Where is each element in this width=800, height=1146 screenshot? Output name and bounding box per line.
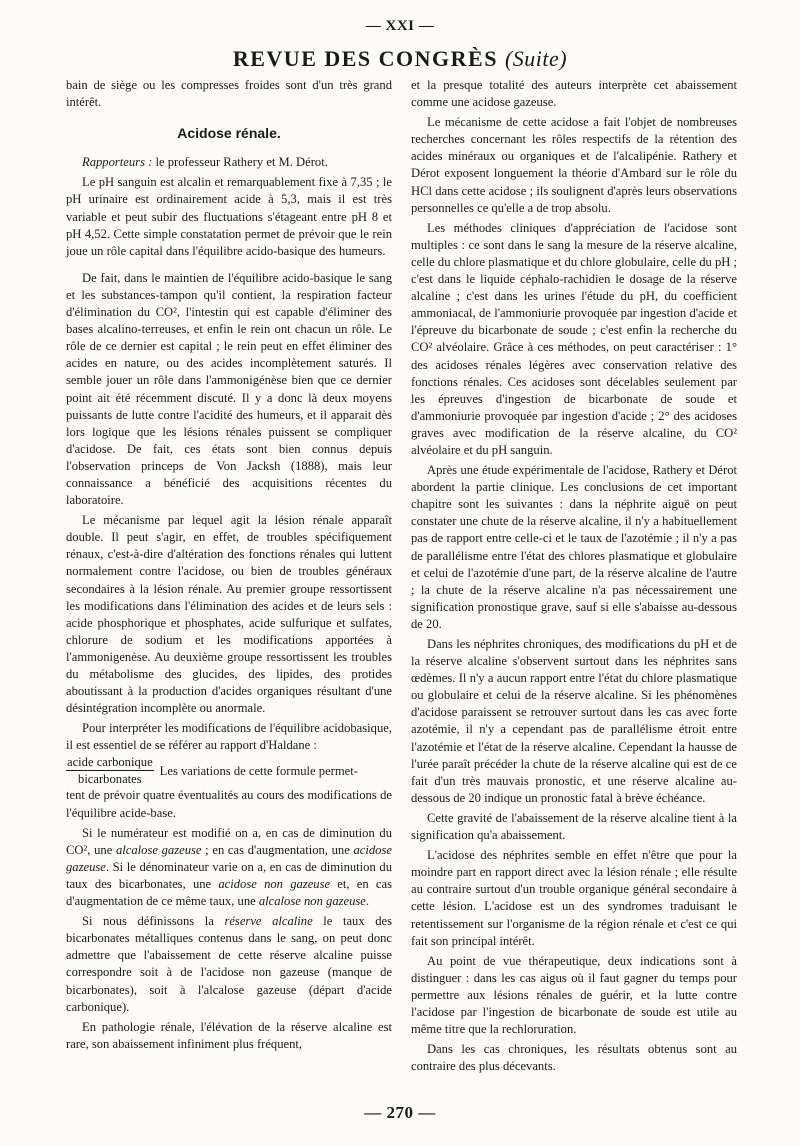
paragraph: Les méthodes cliniques d'appréciation de l'acidose sont multiples : ce sont dans le sang la mesure de la réserve alcaline, celle du chlore plasmatique et du chlore globulaire, celle du pH ; c'est dans le liquide céphalo-rachidien le dosage de la réserve alcaline ; c'est dans les urines l'étude du pH, du coefficient ammoniacal, de l'ammoniurie provoquée par ingestion d'acide et l'épreuve du bicarbonate de soude ; c'est enfin la recherche du CO² alvéolaire. Grâce à ces méthodes, on peut caractériser : 1° des acidoses rénales légères avec conservation relative des fonctions rénales. Ces acidoses sont décelables seulement par les épreuves d'ingestion de bicarbonate de soude et d'ammoniurie provoquée par ingestion d'acide ; 2° des acidoses graves avec modification de la réserve alcaline, du CO² alvéolaire et du pH sanguin. — [411, 220, 737, 457]
fraction-denominator: bicarbonates — [78, 772, 142, 787]
page-number: — 270 — — [364, 1103, 436, 1122]
paragraph: De fait, dans le maintien de l'équilibre acido-basique le sang et les substances-tampon qu'il contient, la respiration facteur d'élimination du CO², l'intestin qui est capable d'éliminer des bases alcalino-terreuses, et enfin le rein ont chacun un rôle. Le rôle de ce dernier est capital ; le rein peut en effet éliminer des acides en nature, ou des acides incomplètement saturés. Il semble jouer un rôle dans l'ammonigénèse bien que ce dernier point ait été récemment discuté. Il y a donc là deux moyens puissants de lutte contre l'acidité des humeurs, et il apparait dès lors logique que les lésions rénales puissent se compliquer d'acidose. De fait, ces états sont bien connus depuis l'observation princeps de Von Jacksh (1888), mais leur connaissance a bénéficié des acquisitions récentes du laboratoire. — [66, 270, 392, 508]
running-title-suite: (Suite) — [504, 46, 568, 71]
term-acidose-gazeuse: acidose gazeuse — [66, 842, 392, 874]
running-title — [0, 46, 800, 72]
rapporteurs-names: le professeur Rathery et M. Dérot. — [155, 155, 328, 170]
paragraph: Le mécanisme de cette acidose a fait l'objet de nombreuses recherches concernant les rôles respectifs de la rétention des acides minéraux ou organiques et de l'alcalipénie. Rathery et Dérot exposent longuement la théorie d'Ambard sur le rôle du HCl dans cette acidose ; ils soulignent d'après leurs observations personnelles ce qu'elle a de trop absolu. — [411, 115, 737, 215]
paragraph: Le mécanisme par lequel agit la lésion rénale apparaît double. Il peut s'agir, en effet, de troubles spécifiquement rénaux, c'est-à-dire d'altération des fonctions rénales qui luttent normalement contre l'acidose, ou bien de troubles généraux secondaires à la lésion rénale. Au premier groupe ressortissent les modifications dans l'élimination des acides et de leurs sels : acide phosphorique et phosphates, acide sulfurique et sulfates, chlorure de sodium et les modifications apportées à l'ammonigenèse. Au deuxième groupe ressortissent les troubles du métabolisme des glucides, des lipides, des protides aboutissant à la production d'acides organiques résultant d'une désintégration incomplète ou anormale. — [66, 513, 392, 716]
term-acidose-non-gazeuse: acidose non gazeuse — [218, 876, 331, 891]
text-run: . Si le dénominateur varie on a, en cas de diminution du taux des bicarbonates, une — [66, 859, 392, 891]
right-column — [411, 77, 737, 1078]
haldane-ratio — [66, 754, 392, 787]
paragraph: Cette gravité de l'abaissement de la réserve alcaline tient à la signification qu'a abaissement. — [411, 810, 737, 843]
continued-paragraph: bain de siège ou les compresses froides sont d'un très grand intérêt. — [66, 78, 392, 110]
left-column — [66, 77, 392, 1056]
paragraph — [66, 825, 392, 910]
text-run: et, en cas d'augmentation de ce même taux, une — [66, 876, 392, 909]
fraction-caption: Les variations de cette formule permet- — [159, 763, 358, 778]
paragraph: tent de prévoir quatre éventualités au cours des modifications de l'équilibre acide-base. — [66, 788, 392, 820]
paragraph: Au point de vue thérapeutique, deux indications sont à distinguer : dans les cas aigus où il faut gagner du temps pour permettre aux lésions rénales de guérir, et la lutte contre l'acidose par l'ingestion de bicarbonate de soude est utile au même titre que la rechloruration. — [411, 953, 737, 1037]
term-alcalose-gazeuse: alcalose gazeuse — [115, 842, 202, 857]
paragraph: Après une étude expérimentale de l'acidose, Rathery et Dérot abordent la partie clinique. Les conclusions de cet important chapitre sont les suivantes : dans la néphrite aiguë on peut constater une chute de la réserve alcaline, il n'y a habituellement pas de rapport entre celle-ci et le taux de l'azotémie ; il n'y a pas de parallélisme entre l'état des chlores plasmatique et globulaire et celui de l'azotémie d'une part, de la réserve alcaline de l'autre ; la chute de la réserve alcaline n'a pas nécessairement une signification pronostique grave, sauf si elle s'abaisse au-dessous de 20. — [411, 463, 737, 631]
paragraph — [66, 913, 392, 1016]
continued-paragraph: et la presque totalité des auteurs interprète cet abaissement comme une acidose gazeuse. — [411, 78, 737, 110]
term-alcalose-non-gazeuse: alcalose non gazeuse — [258, 894, 366, 909]
paragraph: Pour interpréter les modifications de l'équilibre acidobasique, il est essentiel de se référer au rapport d'Haldane : — [66, 721, 392, 753]
rapporteurs-label: Rapporteurs : — [82, 155, 153, 170]
text-run: ; en cas d'augmentation, une — [201, 842, 354, 857]
section-numeral: — XXI — — [365, 18, 435, 34]
term-reserve-alcaline: réserve alcaline — [224, 914, 313, 929]
rapporteurs-line — [66, 154, 392, 171]
text-run: . — [365, 894, 370, 909]
section-title: Acidose rénale. — [177, 125, 281, 142]
paragraph: Dans les néphrites chroniques, des modifications du pH et de la réserve alcaline s'observent surtout dans les néphrites sans œdèmes. Il n'y a aucun rapport entre l'état du chlore plasmatique ou globulaire et celui de la réserve alcaline. Si les phénomènes d'acidose paraissent se retrouver surtout dans les cas avec forte azotémie, il n'y a cependant pas de parallélisme étroit entre l'azotémie et l'état de la réserve alcaline. Cependant la hausse de l'urée paraît précéder la chute de la réserve alcaline qui est de ce fait d'un très mauvais pronostic, et une réserve alcaline au-dessous de 20 indique un pronostic fatal à brève échéance. — [411, 637, 737, 805]
paragraph: En pathologie rénale, l'élévation de la réserve alcaline est rare, son abaissement infiniment plus fréquent, — [66, 1019, 392, 1051]
text-run: Si le numérateur est modifié on a, en cas de diminution du CO², une — [66, 825, 392, 857]
paragraph: L'acidose des néphrites semble en effet n'être que pour la moindre part en rapport direct avec la lésion rénale ; elle résulte au contraire surtout d'un trouble organique général secondaire à cette lésion. L'acidose est un des syndromes traduisant le retentissement sur l'organisme de la région rénale et c'est ce qui fait son principal intérêt. — [411, 848, 737, 948]
fraction — [66, 754, 154, 787]
running-title-text: REVUE DES CONGRÈS — [232, 46, 498, 71]
fraction-numerator: acide carbonique — [67, 755, 153, 770]
text-run: le taux des bicarbonates métalliques contenus dans le sang, on peut donc admettre que l'abaissement de cette réserve alcaline puisse correspondre soit à de l'acidose non gazeuse (manque de bicarbonates), soit à l'alcalose gazeuse (départ d'acide carbonique). — [66, 914, 393, 1014]
text-run: Si nous définissons la — [82, 914, 225, 929]
paragraph: Dans les cas chroniques, les résultats obtenus sont au contraire des plus décevants. — [411, 1042, 737, 1074]
paragraph: Le pH sanguin est alcalin et remarquablement fixe à 7,35 ; le pH urinaire est ordinairement acide à 5,3, mais il est très variable et peut subir des fluctuations s'étageant entre pH 8 et pH 4,52. Cette simple constatation permet de prévoir que le rein joue un rôle capital dans l'équilibre acido-basique des humeurs. — [66, 175, 392, 258]
